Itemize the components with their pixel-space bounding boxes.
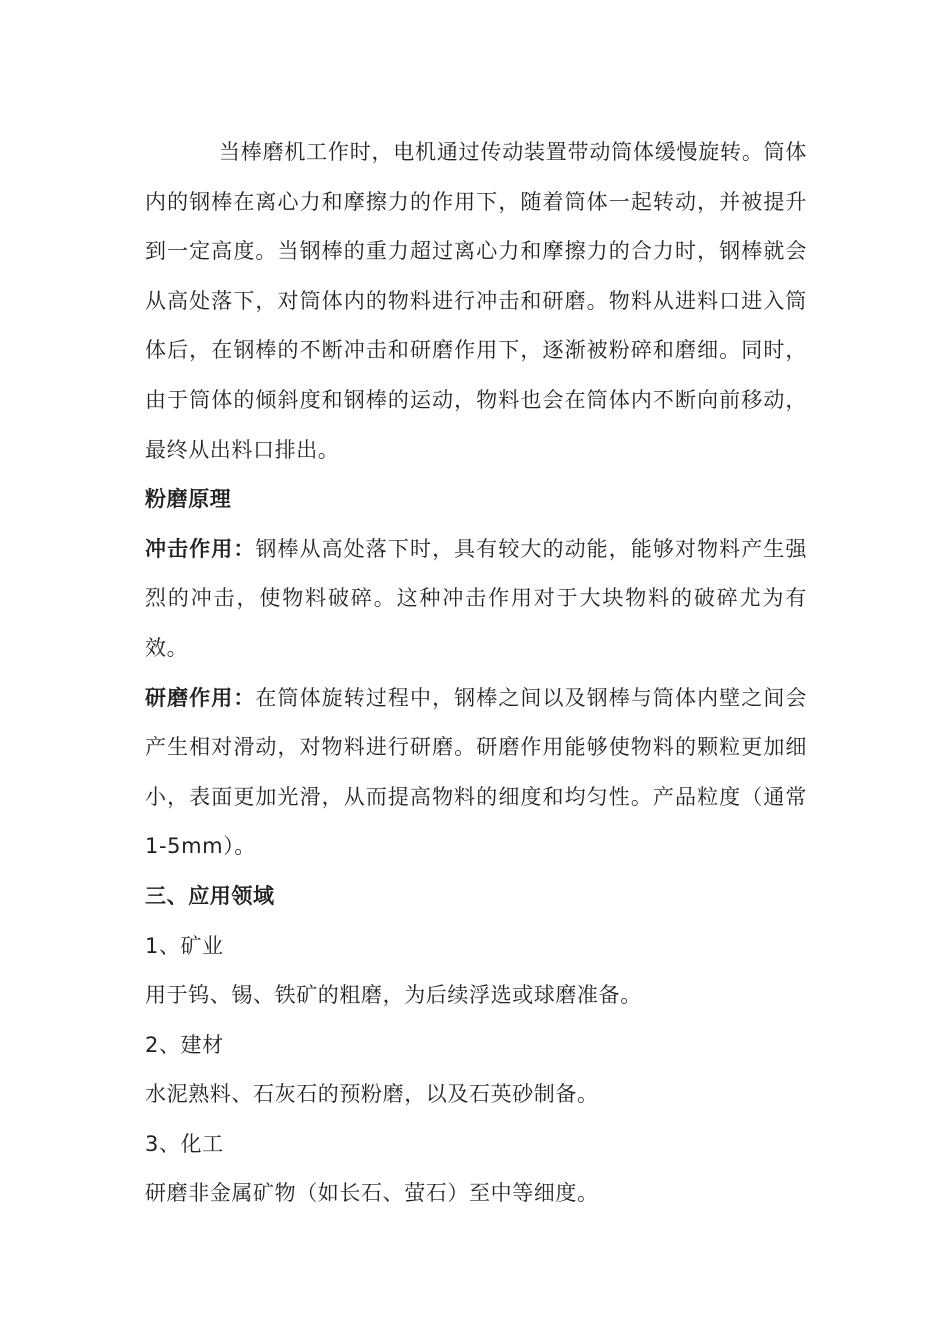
abrasion-text: 在筒体旋转过程中，钢棒之间以及钢棒与筒体内壁之间会产生相对滑动，对物料进行研磨。研磨作用能够使物料的颗粒更加细小，表面更加光滑，从而提高物料的细度和均匀性。产品粒度（通常 1-5mm）。 [145, 685, 808, 859]
impact-paragraph [145, 525, 807, 674]
application-title-mining: 1、矿业 [145, 933, 224, 958]
grinding-principle-heading: 粉磨原理 [145, 487, 232, 512]
application-text-building-materials: 水泥熟料、石灰石的预粉磨，以及石英砂制备。 [145, 1082, 599, 1107]
impact-text: 钢棒从高处落下时，具有较大的动能，能够对物料产生强烈的冲击，使物料破碎。这种冲击作用对于大块物料的破碎尤为有效。 [145, 536, 808, 660]
intro-paragraph: 当棒磨机工作时，电机通过传动装置带动筒体缓慢旋转。筒体内的钢棒在离心力和摩擦力的作用下，随着筒体一起转动，并被提升到一定高度。当钢棒的重力超过离心力和摩擦力的合力时，钢棒就会从高处落下，对筒体内的物料进行冲击和研磨。物料从进料口进入筒体后，在钢棒的不断冲击和研磨作用下，逐渐被粉碎和磨细。同时，由于筒体的倾斜度和钢棒的运动，物料也会在筒体内不断向前移动，最终从出料口排出。 [145, 140, 807, 462]
abrasion-term: 研磨作用： [145, 685, 256, 710]
application-title-chemical: 3、化工 [145, 1131, 224, 1156]
document-page [145, 128, 807, 1219]
application-text-mining: 用于钨、锡、铁矿的粗磨，为后续浮选或球磨准备。 [145, 983, 642, 1008]
application-title-building-materials: 2、建材 [145, 1032, 224, 1057]
applications-heading: 三、应用领域 [145, 883, 275, 908]
application-text-chemical: 研磨非金属矿物（如长石、萤石）至中等细度。 [145, 1181, 599, 1206]
abrasion-paragraph [145, 674, 807, 872]
impact-term: 冲击作用： [145, 536, 256, 561]
